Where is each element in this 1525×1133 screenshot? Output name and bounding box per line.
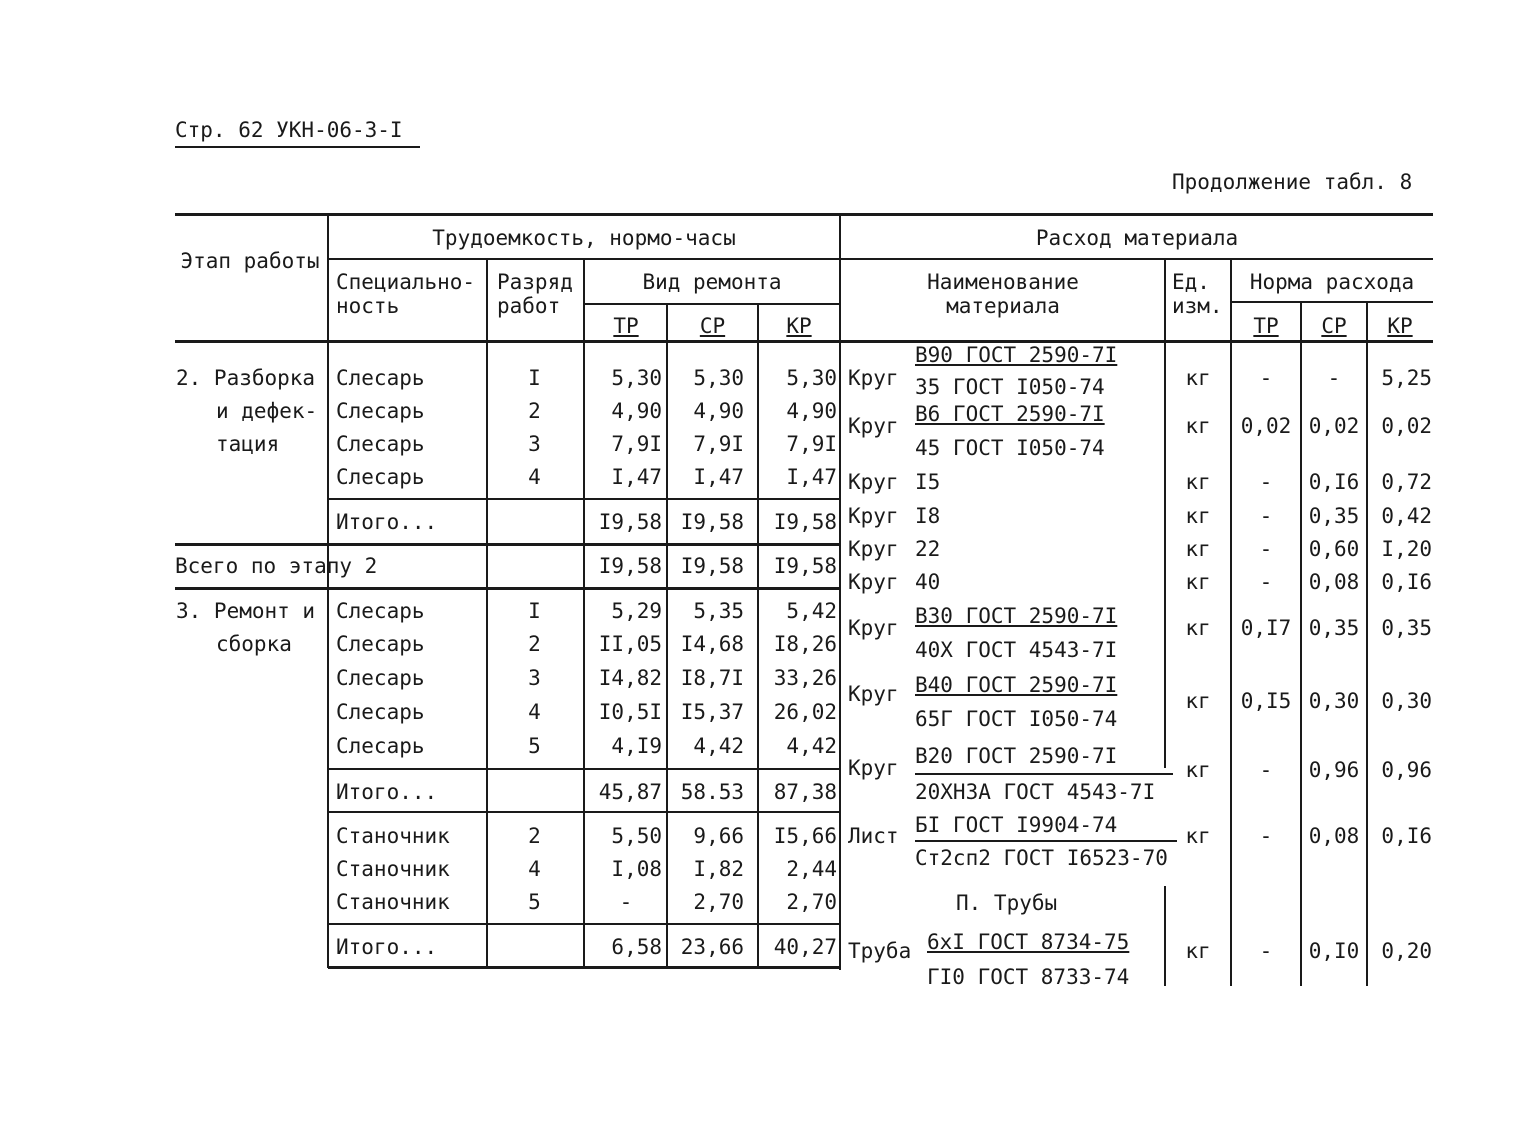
kr-value: 2,70 [786, 890, 837, 914]
grade: 2 [528, 632, 541, 656]
tr-value: I4,82 [598, 666, 662, 690]
material-spec-1: I8 [915, 504, 941, 528]
tr-value: - [619, 890, 633, 914]
unit: кг [1185, 758, 1211, 782]
specialty: Слесарь [336, 465, 425, 489]
header-norm-tr: ТР [1253, 314, 1279, 338]
norm-sr: 0,35 [1308, 616, 1360, 640]
unit: кг [1185, 570, 1211, 594]
tr-value: 7,9I [611, 432, 662, 456]
norm-tr: - [1259, 570, 1273, 594]
kr-value: 33,26 [773, 666, 837, 690]
specialty: Слесарь [336, 432, 425, 456]
material-spec-2: 40Х ГОСТ 4543-7I [915, 638, 1118, 662]
col-rule-norm-sr [1366, 301, 1368, 986]
norm-tr: - [1259, 758, 1273, 782]
norm-tr: - [1259, 470, 1273, 494]
kr-value: I5,66 [773, 824, 837, 848]
material-spec-1: 6хI ГОСТ 8734-75 [927, 930, 1130, 954]
sr-value: I9,58 [680, 554, 744, 578]
header-labor: Трудоемкость, нормо-часы [432, 226, 736, 250]
tr-value: I,47 [611, 465, 662, 489]
sr-value: 7,9I [693, 432, 744, 456]
page-reference: Стр. 62 УКН-06-3-I [175, 118, 403, 142]
norm-kr: 0,42 [1381, 504, 1432, 528]
grade: 2 [528, 399, 541, 423]
tr-value: 4,90 [611, 399, 662, 423]
sr-value: 2,70 [693, 890, 744, 914]
norm-sr: 0,96 [1308, 758, 1360, 782]
col-rule-labor-end [839, 213, 841, 970]
tr-value: 5,29 [611, 599, 662, 623]
material-kind: Труба [848, 939, 912, 963]
header-bottom-rule-left [175, 340, 840, 343]
material-kind: Круг [848, 682, 899, 706]
kr-value: 2,44 [786, 857, 837, 881]
grade: 3 [528, 432, 541, 456]
norm-kr: 0,30 [1381, 689, 1432, 713]
norm-sr: 0,30 [1308, 689, 1360, 713]
material-spec-2: ГI0 ГОСТ 8733-74 [927, 965, 1130, 989]
stage2-name-3: тация [216, 432, 280, 456]
header-repair-type: Вид ремонта [642, 270, 782, 294]
material-spec-2: Ст2сп2 ГОСТ I6523-70 [915, 846, 1168, 870]
norm-kr: 0,72 [1381, 470, 1432, 494]
unit: кг [1185, 470, 1211, 494]
header-material-name-1: Наименование [927, 270, 1079, 294]
stage2-total-rule-bottom [175, 587, 840, 590]
header-unit-2: изм. [1172, 294, 1223, 318]
kr-value: 5,42 [786, 599, 837, 623]
grade: 5 [528, 890, 541, 914]
table-top-rule [175, 213, 1433, 216]
unit: кг [1185, 504, 1211, 528]
header-grade-1: Разряд [497, 270, 573, 294]
grade: 5 [528, 734, 541, 758]
unit: кг [1185, 616, 1211, 640]
norm-tr: 0,02 [1240, 414, 1292, 438]
grade: I [528, 599, 541, 623]
col-rule-grade [583, 258, 585, 968]
norm-sr: 0,08 [1308, 824, 1360, 848]
header-stage: Этап работы [180, 249, 320, 273]
norm-tr: - [1259, 504, 1273, 528]
tr-value: 5,50 [611, 824, 662, 848]
norm-sr: 0,35 [1308, 504, 1360, 528]
material-spec-1: В90 ГОСТ 2590-7I [915, 343, 1118, 367]
kr-value: 5,30 [786, 366, 837, 390]
norm-kr: I,20 [1381, 537, 1432, 561]
grade: I [528, 366, 541, 390]
specialty: Слесарь [336, 734, 425, 758]
unit: кг [1185, 537, 1211, 561]
material-spec-divider [915, 840, 1177, 842]
material-spec-1: В20 ГОСТ 2590-7I [915, 744, 1118, 768]
specialty: Слесарь [336, 700, 425, 724]
tr-value: 45,87 [598, 780, 662, 804]
stage3-name-1: 3. Ремонт и [176, 599, 316, 623]
sr-value: I5,37 [680, 700, 744, 724]
norm-tr: - [1259, 366, 1273, 390]
kr-value: I8,26 [773, 632, 837, 656]
subtotal-label: Итого... [336, 935, 438, 959]
material-spec-1: I5 [915, 470, 941, 494]
material-kind: Круг [848, 616, 899, 640]
header-sr: СР [699, 314, 726, 338]
table-continuation: Продолжение табл. 8 [1172, 170, 1413, 194]
sr-value: 4,42 [693, 734, 744, 758]
total-label: Всего по этапу 2 [175, 554, 378, 578]
kr-value: I,47 [786, 465, 837, 489]
norm-sr: - [1327, 366, 1341, 390]
norm-tr: - [1259, 824, 1273, 848]
header-norm-kr: КР [1387, 314, 1413, 338]
norm-tr: - [1259, 939, 1273, 963]
material-spec-2: 35 ГОСТ I050-74 [915, 375, 1105, 399]
tr-value: I,08 [611, 857, 662, 881]
header-rule-repair [584, 303, 839, 305]
tr-value: I0,5I [598, 700, 662, 724]
material-kind: Круг [848, 414, 899, 438]
unit: кг [1185, 939, 1211, 963]
grade: 2 [528, 824, 541, 848]
grade: 4 [528, 857, 541, 881]
kr-value: 26,02 [773, 700, 837, 724]
sr-value: 9,66 [693, 824, 744, 848]
unit: кг [1185, 366, 1211, 390]
kr-value: 4,42 [786, 734, 837, 758]
tr-value: I9,58 [598, 510, 662, 534]
header-norm: Норма расхода [1249, 270, 1415, 294]
header-grade-2: работ [497, 294, 561, 318]
material-spec-1: В30 ГОСТ 2590-7I [915, 604, 1118, 628]
sr-value: 58.53 [680, 780, 744, 804]
material-kind: Круг [848, 570, 899, 594]
sr-value: I,47 [693, 465, 744, 489]
sr-value: 23,66 [680, 935, 744, 959]
col-rule-stage [327, 213, 329, 968]
material-spec-divider [915, 773, 1173, 775]
stage2-name-1: 2. Разборка [176, 366, 316, 390]
subtotal-label: Итого... [336, 780, 438, 804]
norm-sr: 0,08 [1308, 570, 1360, 594]
material-spec-1: БI ГОСТ I9904-74 [915, 813, 1118, 837]
norm-tr: 0,I7 [1240, 616, 1292, 640]
specialty: Станочник [336, 824, 450, 848]
header-norm-sr: СР [1321, 314, 1347, 338]
header-unit-1: Ед. [1172, 270, 1210, 294]
stage2-total-rule-top [175, 543, 840, 546]
header-specialty-1: Специально- [336, 270, 476, 294]
header-tr: ТР [613, 314, 639, 338]
material-spec-1: 40 [915, 570, 941, 594]
tr-value: 6,58 [611, 935, 662, 959]
specialty: Слесарь [336, 399, 425, 423]
tr-value: 5,30 [611, 366, 662, 390]
norm-sr: 0,I6 [1308, 470, 1360, 494]
kr-value: I9,58 [773, 554, 837, 578]
sr-value: 5,30 [693, 366, 744, 390]
material-spec-2: 65Г ГОСТ I050-74 [915, 707, 1118, 731]
kr-value: 4,90 [786, 399, 837, 423]
material-kind: Круг [848, 504, 899, 528]
header-rule-1 [328, 258, 1433, 260]
header-kr: КР [786, 314, 812, 338]
norm-kr: 0,I6 [1381, 570, 1432, 594]
sr-value: I8,7I [680, 666, 744, 690]
header-material-use: Расход материала [1035, 226, 1239, 250]
grade: 4 [528, 465, 541, 489]
material-spec-1: В6 ГОСТ 2590-7I [915, 402, 1105, 426]
stage3-name-2: сборка [216, 632, 292, 656]
section-pipes-heading: П. Трубы [956, 891, 1058, 915]
norm-kr: 5,25 [1381, 366, 1432, 390]
norm-sr: 0,02 [1308, 414, 1360, 438]
norm-kr: 0,96 [1381, 758, 1432, 782]
tr-value: 4,I9 [611, 734, 662, 758]
specialty: Слесарь [336, 666, 425, 690]
specialty: Слесарь [336, 599, 425, 623]
sr-value: I9,58 [680, 510, 744, 534]
material-spec-1: В40 ГОСТ 2590-7I [915, 673, 1118, 697]
sr-value: I4,68 [680, 632, 744, 656]
unit: кг [1185, 689, 1211, 713]
material-kind: Круг [848, 470, 899, 494]
norm-kr: 0,02 [1381, 414, 1432, 438]
norm-kr: 0,20 [1381, 939, 1432, 963]
specialty: Станочник [336, 857, 450, 881]
kr-value: 40,27 [773, 935, 837, 959]
col-rule-material-name-lower [1164, 886, 1166, 986]
norm-tr: 0,I5 [1240, 689, 1292, 713]
material-spec-2: 20ХН3А ГОСТ 4543-7I [915, 780, 1156, 804]
sr-value: 4,90 [693, 399, 744, 423]
norm-sr: 0,I0 [1308, 939, 1360, 963]
tr-value: I9,58 [598, 554, 662, 578]
sr-value: I,82 [693, 857, 744, 881]
grade: 3 [528, 666, 541, 690]
header-material-name-2: материала [946, 294, 1060, 318]
specialty: Станочник [336, 890, 450, 914]
norm-kr: 0,I6 [1381, 824, 1432, 848]
subtotal-label: Итого... [336, 510, 438, 534]
material-kind: Круг [848, 366, 899, 390]
material-spec-2: 45 ГОСТ I050-74 [915, 436, 1105, 460]
kr-value: 87,38 [773, 780, 837, 804]
kr-value: 7,9I [786, 432, 837, 456]
material-kind: Лист [848, 824, 899, 848]
col-rule-norm-tr [1300, 301, 1302, 986]
specialty: Слесарь [336, 632, 425, 656]
sr-value: 5,35 [693, 599, 744, 623]
unit: кг [1185, 824, 1211, 848]
norm-tr: - [1259, 537, 1273, 561]
material-kind: Круг [848, 537, 899, 561]
norm-kr: 0,35 [1381, 616, 1432, 640]
material-spec-1: 22 [915, 537, 941, 561]
header-rule-norm [1232, 301, 1433, 303]
material-kind: Круг [848, 756, 899, 780]
tr-value: II,05 [598, 632, 662, 656]
specialty: Слесарь [336, 366, 425, 390]
page-reference-underline [175, 146, 420, 148]
grade: 4 [528, 700, 541, 724]
kr-value: I9,58 [773, 510, 837, 534]
norm-sr: 0,60 [1308, 537, 1360, 561]
header-specialty-2: ность [336, 294, 400, 318]
unit: кг [1185, 414, 1211, 438]
stage2-name-2: и дефек- [216, 399, 318, 423]
